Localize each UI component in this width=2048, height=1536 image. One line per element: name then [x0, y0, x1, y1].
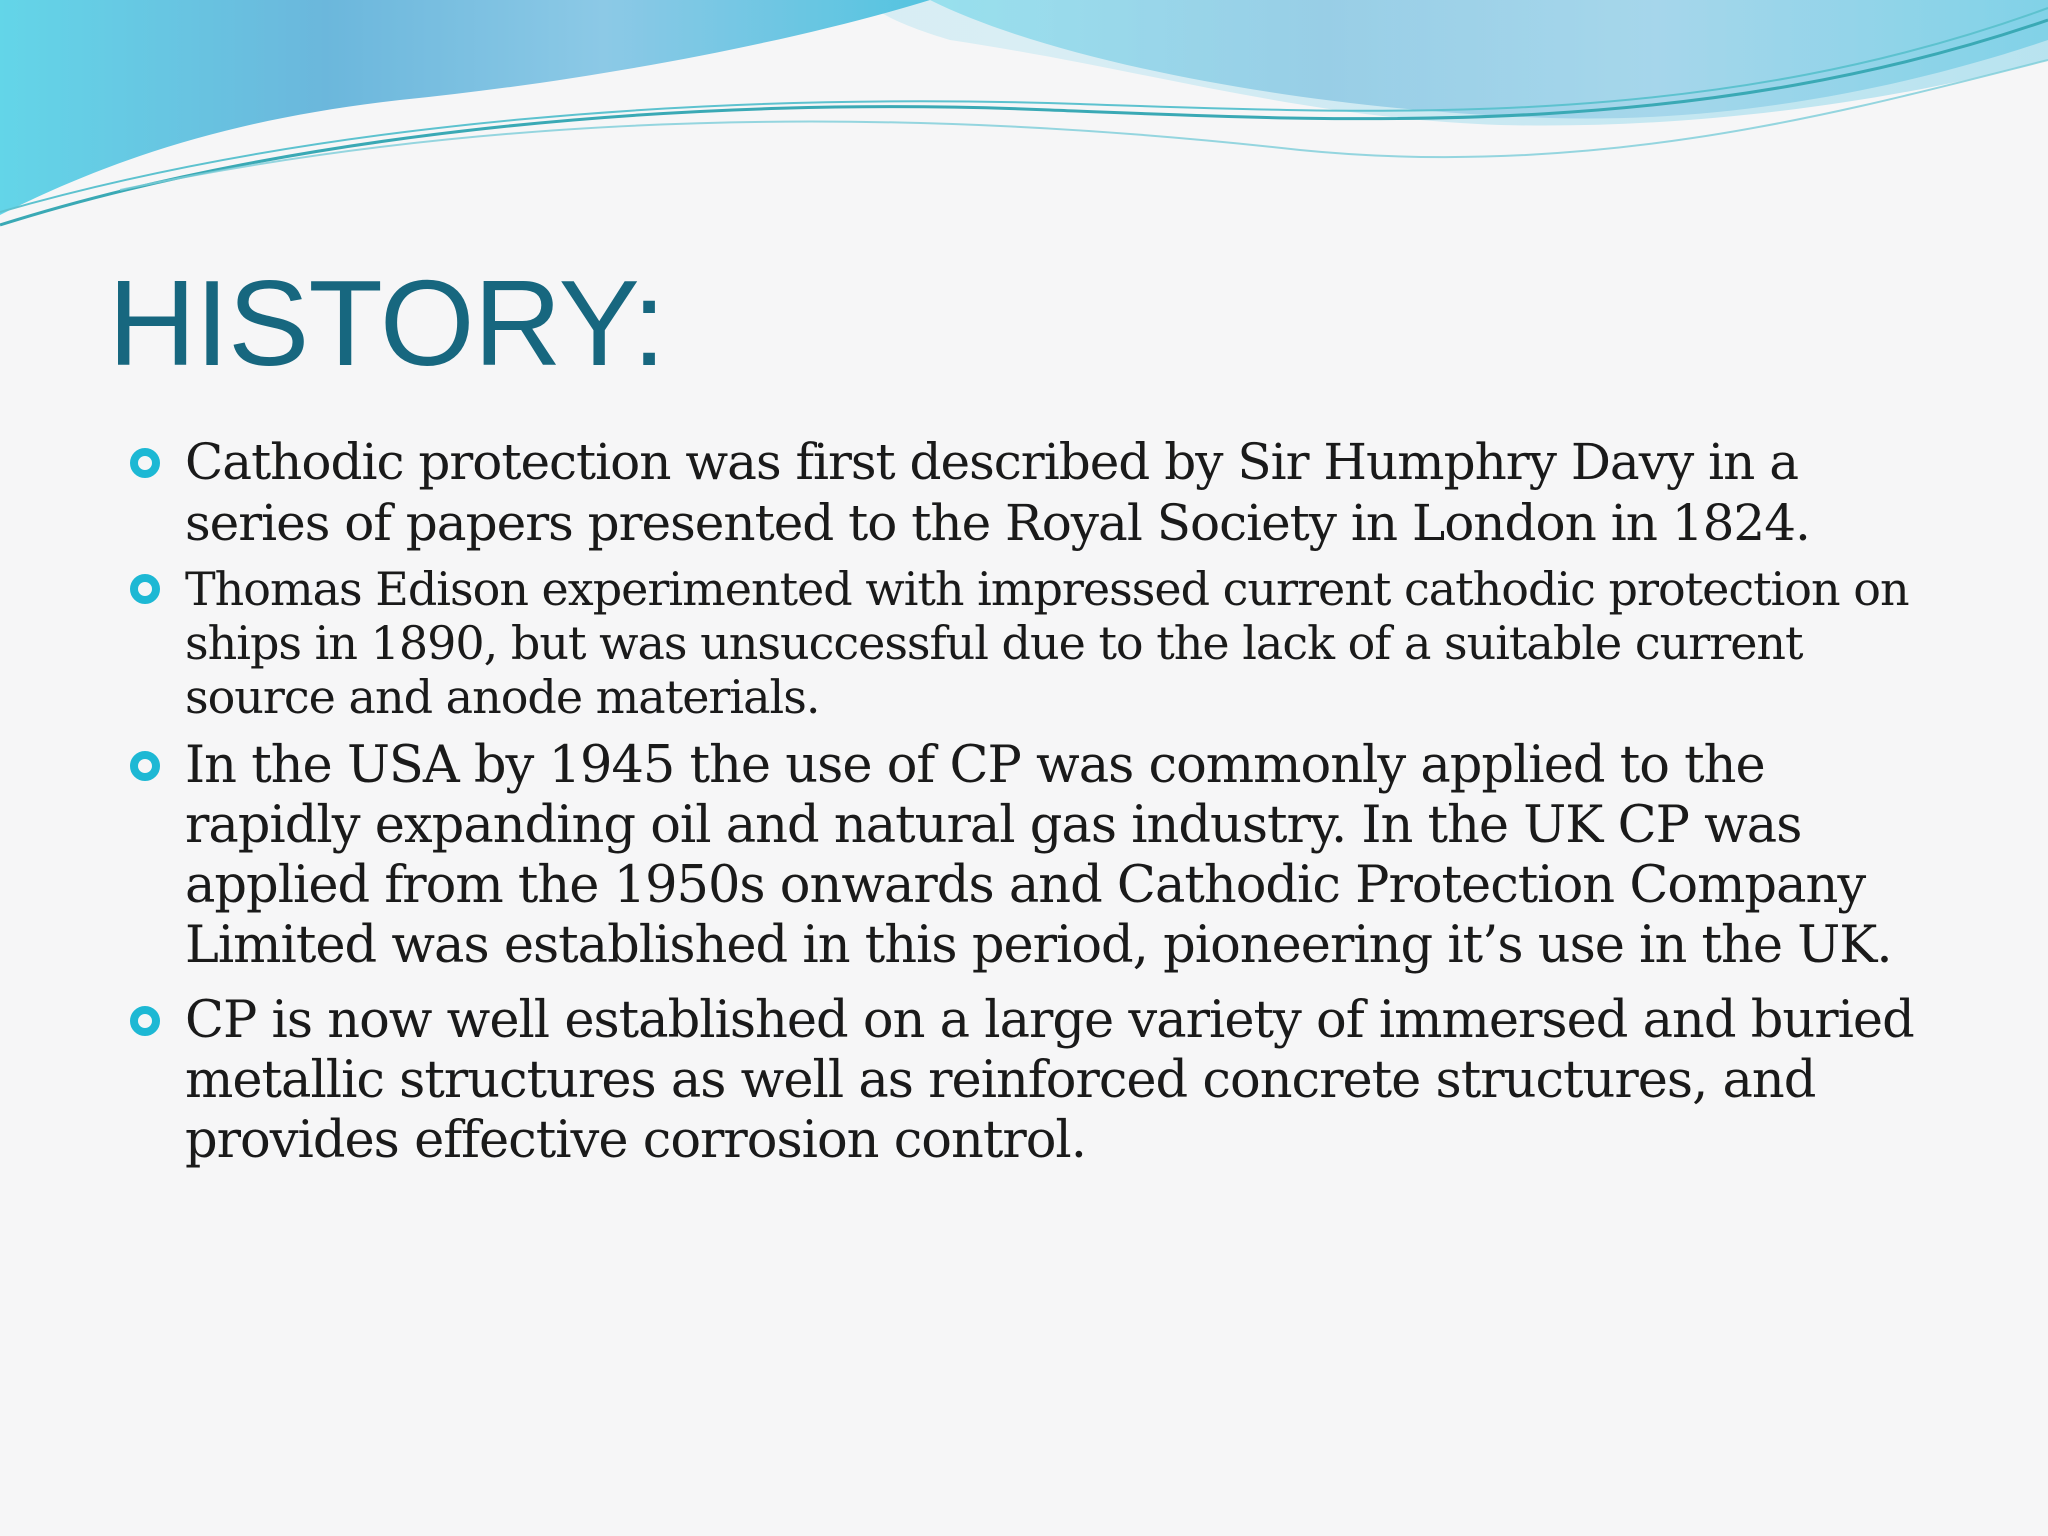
- bullet-text: CP is now well established on a large variety of immersed and buried metallic structures as well as reinforced concrete structures, and provides effective corrosion control.: [185, 991, 1914, 1170]
- bullet-item: [130, 432, 1930, 554]
- bullet-item: [130, 736, 1930, 976]
- header-wave-decoration: [0, 0, 2048, 240]
- hollow-circle-icon: [130, 574, 160, 604]
- slide-title: HISTORY:: [108, 255, 666, 391]
- bullet-item: [130, 991, 1930, 1171]
- hollow-circle-icon: [130, 1006, 160, 1036]
- bullet-item: [130, 562, 1930, 724]
- bullet-text: Cathodic protection was first described by Sir Humphry Davy in a series of papers presented to the Royal Society in London in 1824.: [185, 433, 1810, 552]
- bullet-text: In the USA by 1945 the use of CP was commonly applied to the rapidly expanding oil and natural gas industry. In the UK CP was applied from the 1950s onwards and Cathodic Protection Company Limited was established in this period, pioneering it’s use in the UK.: [185, 736, 1892, 975]
- hollow-circle-icon: [130, 448, 160, 478]
- bullet-text: Thomas Edison experimented with impressed current cathodic protection on ships in 1890, but was unsuccessful due to the lack of a suitable current source and anode materials.: [185, 562, 1909, 724]
- bullet-list: [130, 432, 1930, 1171]
- hollow-circle-icon: [130, 751, 160, 781]
